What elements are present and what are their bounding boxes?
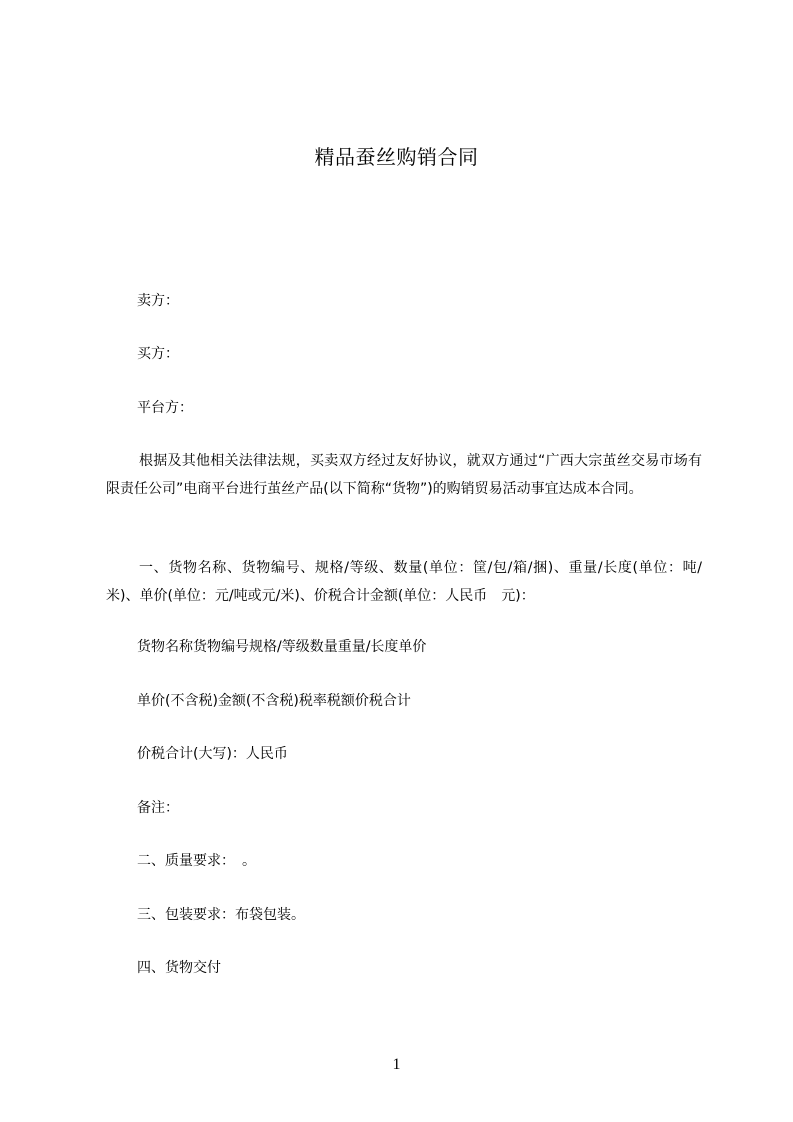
- preamble-paragraph: 根据及其他相关法律法规，买卖双方经过友好协议，就双方通过“广西大宗茧丝交易市场有限责任公司”电商平台进行茧丝产品(以下简称“货物”)的购销贸易活动事宜达成本合同。: [106, 453, 702, 497]
- section-3-packaging: 三、包装要求：布袋包装。: [137, 907, 305, 923]
- goods-table-header-1: 货物名称货物编号规格/等级数量重量/长度单价: [137, 639, 427, 655]
- document-title: 精品蚕丝购销合同: [314, 145, 479, 169]
- platform-label: 平台方：: [137, 400, 193, 416]
- total-uppercase-label: 价税合计(大写)：人民币: [137, 746, 288, 762]
- goods-table-header-2: 单价(不含税)金额(不含税)税率税额价税合计: [137, 693, 411, 709]
- section-2-quality: 二、质量要求： 。: [137, 853, 256, 869]
- section-4-delivery: 四、货物交付: [137, 960, 221, 976]
- page-number: 1: [392, 1056, 401, 1073]
- section-1-heading: 一、货物名称、货物编号、规格/等级、数量(单位：筐/包/箱/捆)、重量/长度(单位：吨/米)、单价(单位：元/吨或元/米)、价税合计金额(单位：人民币 元)：: [106, 560, 702, 604]
- buyer-label: 买方：: [137, 346, 179, 362]
- remarks-label: 备注：: [137, 800, 179, 816]
- seller-label: 卖方：: [137, 293, 179, 309]
